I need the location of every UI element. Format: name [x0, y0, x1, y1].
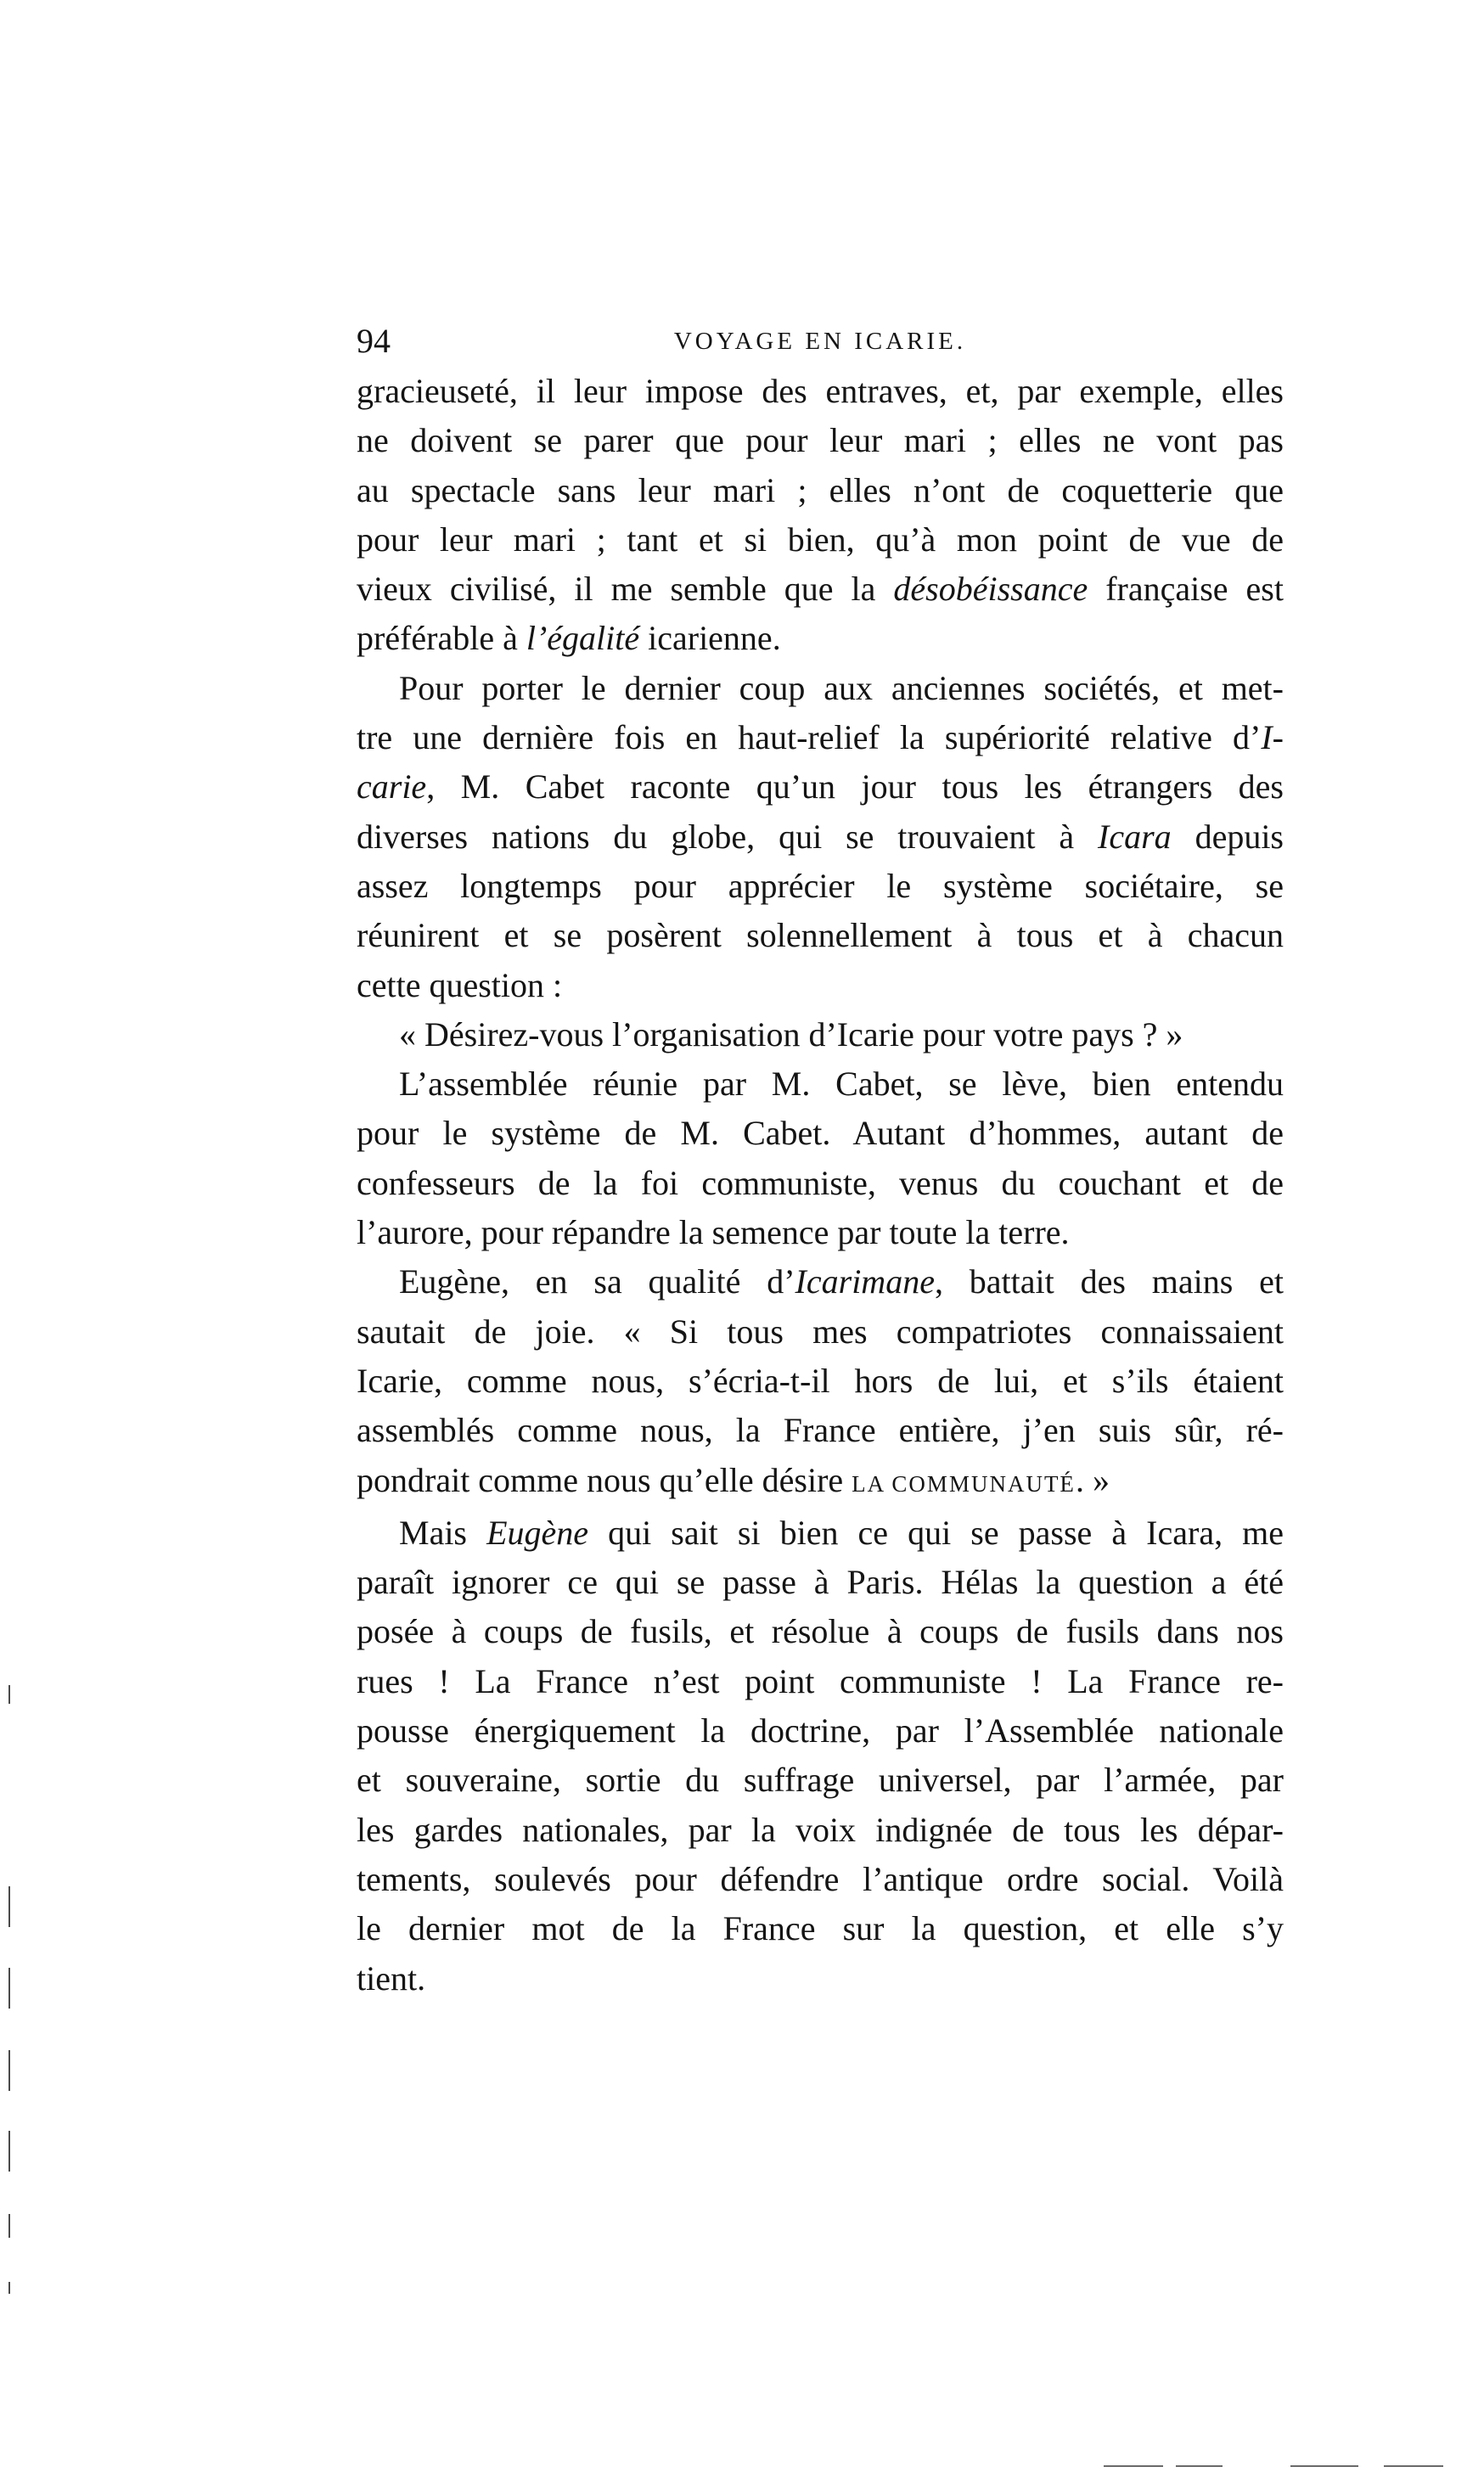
- text-run: pondrait comme nous qu’elle désire: [357, 1460, 852, 1499]
- text-run: qui sait si bien ce qui se passe à Icara, me: [588, 1513, 1284, 1552]
- emphasis: Icara: [1098, 817, 1172, 856]
- body-text: [357, 367, 1284, 2003]
- scan-artifact: [8, 2131, 10, 2172]
- text-line: L’assemblée réunie par M. Cabet, se lève, bien entendu: [399, 1065, 1284, 1104]
- text-line: le dernier mot de la France sur la question, et elle s’y: [357, 1909, 1284, 1948]
- text-line: confesseurs de la foi communiste, venus du couchant et de: [357, 1163, 1284, 1202]
- text-run: , M. Cabet raconte qu’un jour tous les étrangers des: [426, 767, 1284, 806]
- emphasis: désobéissance: [893, 570, 1088, 609]
- text-line: Icarie, comme nous, s’écria-t-il hors de lui, et s’ils étaient: [357, 1361, 1284, 1400]
- scan-artifact: [8, 2214, 10, 2238]
- text-line: au spectacle sans leur mari ; elles n’ont de coquetterie que: [357, 470, 1284, 509]
- scan-artifact: [8, 2050, 10, 2091]
- page-number: 94: [357, 322, 391, 360]
- emphasis: Icarimane: [795, 1262, 935, 1301]
- scan-artifact: [1104, 2465, 1163, 2467]
- scan-artifact: [8, 1685, 10, 1704]
- text-line: [357, 614, 1284, 663]
- text-run: depuis: [1171, 817, 1284, 856]
- text-line: pousse énergiquement la doctrine, par l’Assemblée nationale: [357, 1711, 1284, 1750]
- text-line: sautait de joie. « Si tous mes compatriotes connaissaient: [357, 1312, 1284, 1351]
- text-line: rues ! La France n’est point communiste ! La France re-: [357, 1661, 1284, 1700]
- text-line: [357, 812, 1284, 862]
- text-line: tements, soulevés pour défendre l’antique ordre social. Voilà: [357, 1859, 1284, 1898]
- text-line: [357, 565, 1284, 614]
- text-line: « Désirez-vous l’organisation d’Icarie pour votre pays ? »: [399, 1014, 1183, 1054]
- text-line: cette question :: [357, 965, 563, 1004]
- scan-artifact: [8, 1886, 10, 1927]
- text-run: tre une dernière fois en haut-relief la supériorité relative d’: [357, 718, 1262, 757]
- text-line: réunirent et se posèrent solennellement à tous et à chacun: [357, 916, 1284, 955]
- text-line: Pour porter le dernier coup aux anciennes sociétés, et met-: [399, 668, 1284, 707]
- scan-artifact: [1384, 2465, 1443, 2467]
- text-run: Mais: [399, 1513, 487, 1552]
- text-line: gracieuseté, il leur impose des entraves, et, par exemple, elles: [357, 372, 1284, 410]
- text-line: ne doivent se parer que pour leur mari ; elles ne vont pas: [357, 421, 1284, 460]
- emphasis: Eugène: [486, 1513, 589, 1552]
- emphasis: I-: [1261, 718, 1284, 757]
- text-line: tient.: [357, 1958, 426, 1998]
- emphasis: carie: [357, 767, 427, 806]
- text-line: [357, 1257, 1284, 1306]
- running-header: [357, 321, 1284, 362]
- running-title: VOYAGE EN ICARIE.: [673, 328, 967, 355]
- scan-artifact: [8, 2282, 10, 2294]
- text-line: pour le système de M. Cabet. Autant d’hommes, autant de: [357, 1114, 1284, 1153]
- text-line: l’aurore, pour répandre la semence par toute la terre.: [357, 1213, 1070, 1252]
- text-run: , battait des mains et: [934, 1262, 1284, 1301]
- text-line: paraît ignorer ce qui se passe à Paris. Hélas la question a été: [357, 1563, 1284, 1602]
- scan-artifact: [8, 1968, 10, 2009]
- text-line: posée à coups de fusils, et résolue à coups de fusils dans nos: [357, 1612, 1284, 1651]
- scan-artifact: [1176, 2465, 1223, 2467]
- emphasis: l’égalité: [526, 619, 640, 658]
- text-run: vieux civilisé, il me semble que la: [357, 570, 894, 609]
- text-line: [357, 762, 1284, 812]
- text-line: [357, 1509, 1284, 1558]
- text-line: [357, 1456, 1284, 1509]
- scan-artifact: [1290, 2465, 1358, 2467]
- small-caps-text: LA COMMUNAUTÉ: [852, 1470, 1076, 1497]
- text-run: préférable à: [357, 619, 526, 658]
- text-run: diverses nations du globe, qui se trouvaient à: [357, 817, 1099, 856]
- text-run: française est: [1088, 570, 1284, 609]
- text-run: . »: [1075, 1460, 1110, 1499]
- text-line: assez longtemps pour apprécier le système sociétaire, se: [357, 866, 1284, 905]
- text-line: [357, 713, 1284, 762]
- text-run: Eugène, en sa qualité d’: [399, 1262, 795, 1301]
- text-run: icarienne.: [639, 619, 781, 658]
- text-line: pour leur mari ; tant et si bien, qu’à mon point de vue de: [357, 520, 1284, 559]
- text-line: les gardes nationales, par la voix indignée de tous les dépar-: [357, 1810, 1284, 1849]
- text-line: et souveraine, sortie du suffrage universel, par l’armée, par: [357, 1761, 1284, 1800]
- text-line: assemblés comme nous, la France entière, j’en suis sûr, ré-: [357, 1411, 1284, 1450]
